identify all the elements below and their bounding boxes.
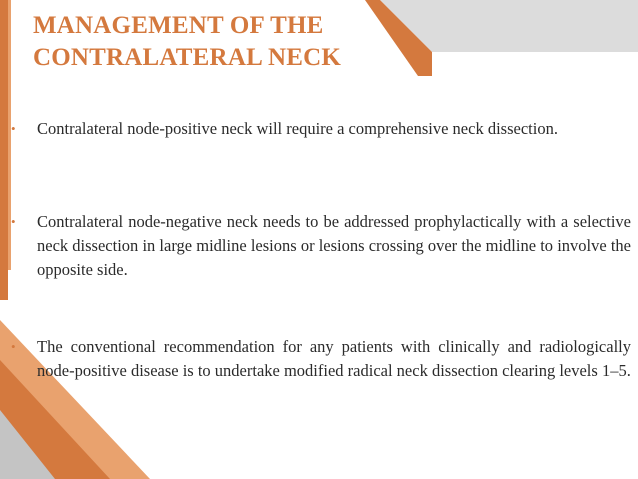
- bullet-text: Contralateral node-negative neck needs to be addressed prophylactically with a selective neck dissection in large midline lesions or lesions crossing over the midline to involve the opposite side.: [37, 212, 631, 279]
- bullet-item: [11, 335, 631, 383]
- page-title: [33, 10, 433, 74]
- bullet-marker: •: [11, 121, 16, 136]
- title-line-1: MANAGEMENT OF THE: [33, 12, 324, 39]
- bullet-item: [11, 117, 631, 141]
- bullet-marker: •: [11, 339, 16, 354]
- bullet-marker: •: [11, 214, 16, 229]
- bullet-text: The conventional recommendation for any patients with clinically and radiologically node-positive disease is to undertake modified radical neck dissection clearing levels 1–5.: [37, 337, 631, 380]
- left-accent-bar: [0, 0, 8, 300]
- title-line-2: CONTRALATERAL NECK: [33, 44, 342, 71]
- bullet-text: Contralateral node-positive neck will require a comprehensive neck dissection.: [37, 119, 558, 138]
- bullet-item: [11, 210, 631, 282]
